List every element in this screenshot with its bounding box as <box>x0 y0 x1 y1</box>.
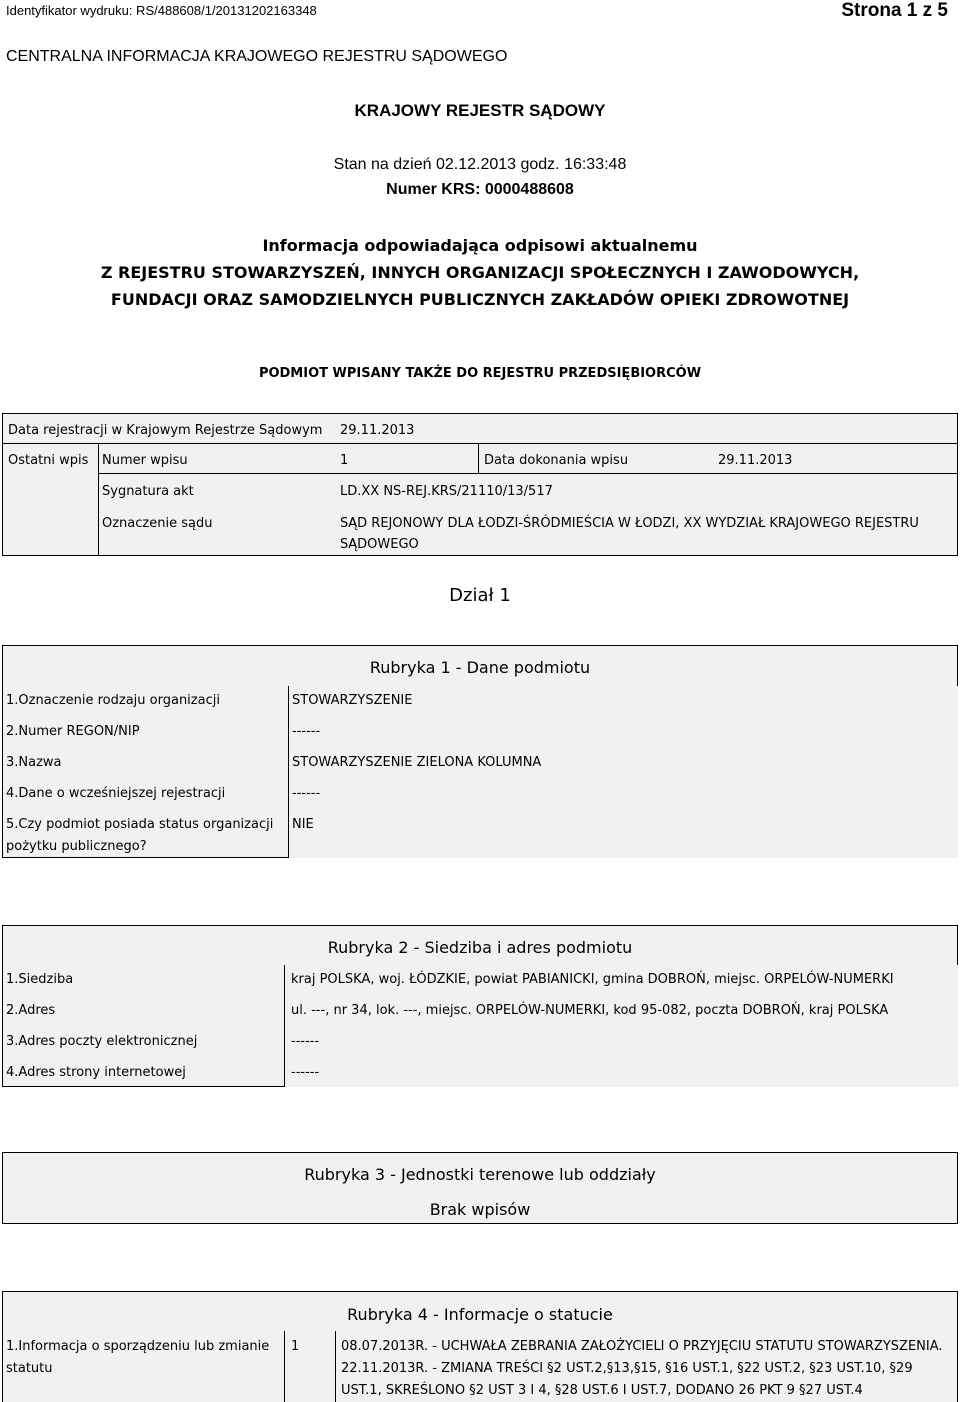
signature-label: Sygnatura akt <box>102 484 194 499</box>
r1-label-3: 3.Nazwa <box>6 755 62 770</box>
rubric-4-title: Rubryka 4 - Informacje o statucie <box>347 1305 613 1324</box>
entry-date-value: 29.11.2013 <box>718 453 793 468</box>
court-label: Oznaczenie sądu <box>102 516 213 531</box>
entry-divider <box>478 443 479 474</box>
court-value-line-1: SĄD REJONOWY DLA ŁODZI-ŚRÓDMIEŚCIA W ŁODZI, XX WYDZIAŁ KRAJOWEGO REJESTRU <box>340 516 919 531</box>
r2-value-1: kraj POLSKA, woj. ŁÓDZKIE, powiat PABIANICKI, gmina DOBROŃ, miejsc. ORPELÓW-NUMERKI <box>291 972 894 987</box>
entry-number-value: 1 <box>340 453 349 468</box>
page-number: Strona 1 z 5 <box>841 0 948 21</box>
r1-value-4: ------ <box>292 786 321 801</box>
central-info-title: CENTRALNA INFORMACJA KRAJOWEGO REJESTRU SĄDOWEGO <box>6 48 508 65</box>
r2-value-3: ------ <box>291 1034 320 1049</box>
entry-number-label: Numer wpisu <box>102 453 188 468</box>
r1-value-2: ------ <box>292 724 321 739</box>
rubric-3-title: Rubryka 3 - Jednostki terenowe lub oddziały <box>304 1165 656 1184</box>
r1-value-3: STOWARZYSZENIE ZIELONA KOLUMNA <box>292 755 542 770</box>
r2-label-3: 3.Adres poczty elektronicznej <box>6 1034 198 1049</box>
krs-number: Numer KRS: 0000488608 <box>386 181 574 198</box>
print-identifier: Identyfikator wydruku: RS/488608/1/20131202163348 <box>6 3 317 18</box>
r1-label-5-line-2: pożytku publicznego? <box>6 839 147 854</box>
r4-label-line-1: 1.Informacja o sporządzeniu lub zmianie <box>6 1339 270 1354</box>
r1-label-2: 2.Numer REGON/NIP <box>6 724 140 739</box>
reg-date-value: 29.11.2013 <box>340 423 415 438</box>
r2-label-2: 2.Adres <box>6 1003 56 1018</box>
info-line-3: FUNDACJI ORAZ SAMODZIELNYCH PUBLICZNYCH ZAKŁADÓW OPIEKI ZDROWOTNEJ <box>110 290 850 309</box>
rubric-3-empty: Brak wpisów <box>429 1200 531 1219</box>
r4-statute-line-3: UST.1, SKREŚLONO §2 UST 3 I 4, §28 UST.6 I UST.7, DODANO 26 PKT 9 §27 UST.4 <box>341 1383 863 1398</box>
r1-value-1: STOWARZYSZENIE <box>292 693 413 708</box>
r2-value-2: ul. ---, nr 34, lok. ---, miejsc. ORPELÓW-NUMERKI, kod 95-082, poczta DOBROŃ, kraj POLSKA <box>291 1003 889 1018</box>
rubric-2-title: Rubryka 2 - Siedziba i adres podmiotu <box>327 938 633 957</box>
signature-value: LD.XX NS-REJ.KRS/21110/13/517 <box>340 484 553 499</box>
r4-entry-number: 1 <box>291 1339 300 1354</box>
info-line-2: Z REJESTRU STOWARZYSZEŃ, INNYCH ORGANIZACJI SPOŁECZNYCH I ZAWODOWYCH, <box>100 263 860 282</box>
state-date: Stan na dzień 02.12.2013 godz. 16:33:48 <box>333 156 627 173</box>
r1-label-1: 1.Oznaczenie rodzaju organizacji <box>6 693 220 708</box>
rubric-1-divider <box>288 686 958 858</box>
r1-value-5: NIE <box>292 817 314 832</box>
section-title: Dział 1 <box>449 585 511 606</box>
r2-label-1: 1.Siedziba <box>6 972 74 987</box>
r4-label-line-2: statutu <box>6 1361 53 1376</box>
r2-value-4: ------ <box>291 1065 320 1080</box>
also-registered-note: PODMIOT WPISANY TAKŻE DO REJESTRU PRZEDSIĘBIORCÓW <box>258 366 702 381</box>
rubric-1-title: Rubryka 1 - Dane podmiotu <box>369 658 591 677</box>
r4-statute-line-1: 08.07.2013R. - UCHWAŁA ZEBRANIA ZAŁOŻYCIELI O PRZYJĘCIU STATUTU STOWARZYSZENIA. <box>341 1339 943 1354</box>
r2-label-4: 4.Adres strony internetowej <box>6 1065 186 1080</box>
entry-date-label: Data dokonania wpisu <box>484 453 629 468</box>
court-value-line-2: SĄDOWEGO <box>340 537 419 552</box>
info-line-1: Informacja odpowiadająca odpisowi aktualnemu <box>262 236 698 255</box>
r1-label-4: 4.Dane o wcześniejszej rejestracji <box>6 786 226 801</box>
reg-date-label: Data rejestracji w Krajowym Rejestrze Sądowym <box>8 423 323 438</box>
last-entry-label: Ostatni wpis <box>8 453 89 468</box>
r1-label-5-line-1: 5.Czy podmiot posiada status organizacji <box>6 817 274 832</box>
r4-statute-line-2: 22.11.2013R. - ZMIANA TREŚCI §2 UST.2,§13,§15, §16 UST.1, §22 UST.2, §23 UST.10, §29 <box>341 1361 913 1376</box>
registry-title: KRAJOWY REJESTR SĄDOWY <box>354 101 606 120</box>
